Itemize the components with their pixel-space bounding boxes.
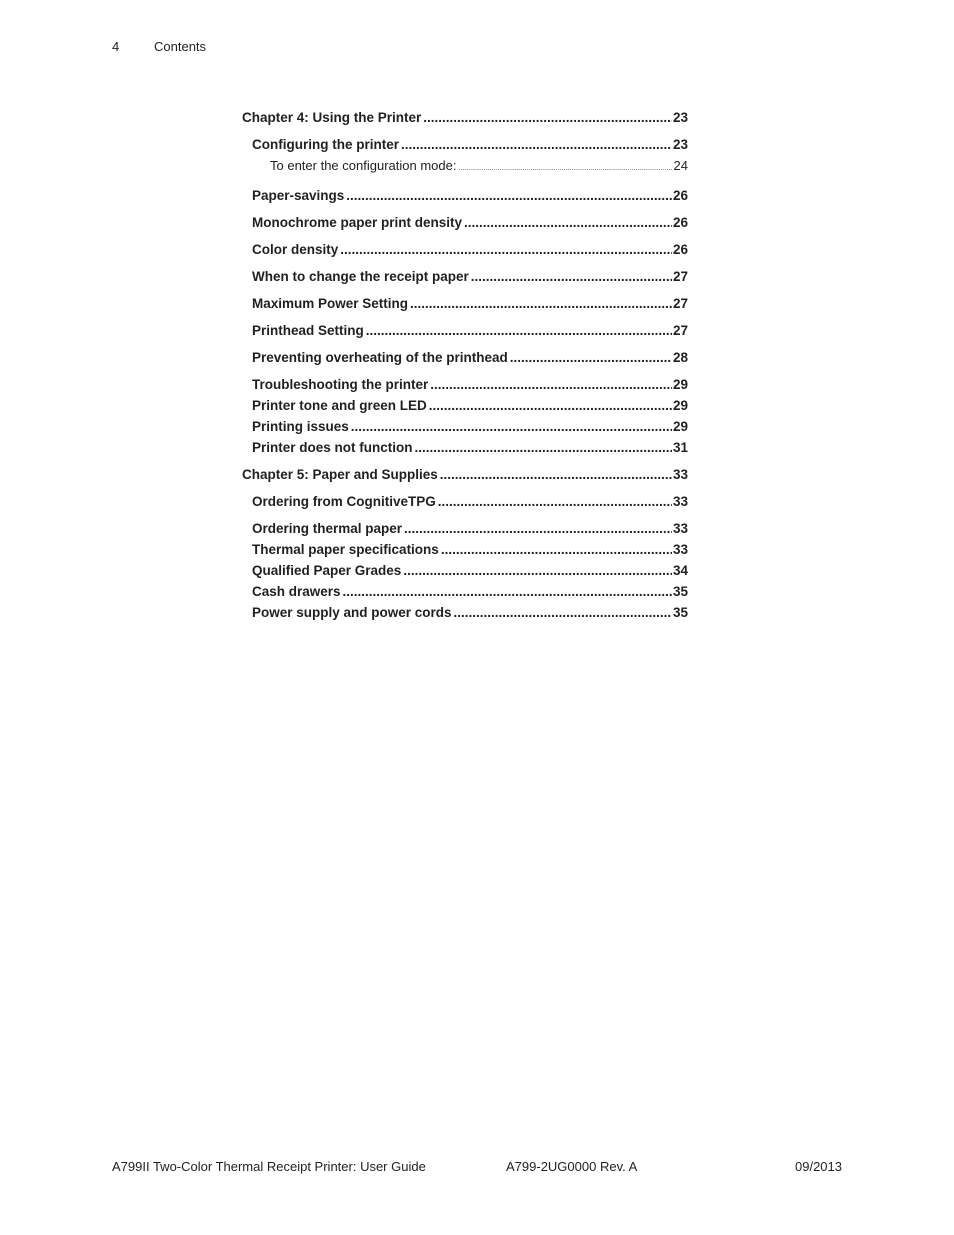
toc-dot-leader <box>471 268 672 286</box>
toc-dot-leader <box>430 376 672 394</box>
toc-entry[interactable] <box>252 136 688 154</box>
toc-dot-leader <box>351 418 672 436</box>
toc-entry-page: 29 <box>672 398 688 413</box>
toc-entry-title: Troubleshooting the printer <box>252 377 429 392</box>
table-of-contents <box>242 109 688 622</box>
toc-entry-page: 29 <box>672 419 688 434</box>
toc-entry[interactable] <box>252 376 688 394</box>
toc-dot-leader <box>404 520 672 538</box>
header-section: Contents <box>154 39 207 54</box>
toc-entry-page: 35 <box>672 605 688 620</box>
toc-entry-title: Maximum Power Setting <box>252 296 409 311</box>
toc-entry[interactable] <box>252 583 688 601</box>
toc-entry-title: Power supply and power cords <box>252 605 452 620</box>
toc-dot-leader <box>429 397 672 415</box>
toc-entry[interactable] <box>252 397 688 415</box>
toc-entry-page: 27 <box>672 269 688 284</box>
toc-entry[interactable] <box>252 187 688 205</box>
page-header <box>112 39 206 54</box>
toc-dot-leader <box>346 187 672 205</box>
toc-entry[interactable] <box>270 157 688 178</box>
toc-entry-title: Chapter 5: Paper and Supplies <box>242 467 438 482</box>
toc-entry-title: Configuring the printer <box>252 137 399 152</box>
toc-dot-leader <box>415 439 672 457</box>
toc-entry[interactable] <box>252 520 688 538</box>
toc-entry-page: 27 <box>672 323 688 338</box>
toc-entry-page: 28 <box>672 350 688 365</box>
toc-dot-leader <box>458 160 672 178</box>
toc-entry-page: 35 <box>672 584 688 599</box>
toc-entry-page: 24 <box>673 158 688 173</box>
toc-entry-title: Monochrome paper print density <box>252 215 463 230</box>
toc-entry-title: When to change the receipt paper <box>252 269 469 284</box>
toc-entry-title: Color density <box>252 242 339 257</box>
toc-entry[interactable] <box>242 109 688 127</box>
toc-dot-leader <box>441 541 672 559</box>
toc-dot-leader <box>454 604 672 622</box>
toc-entry-page: 31 <box>672 440 688 455</box>
footer-date: 09/2013 <box>795 1159 842 1174</box>
toc-entry-title: Printer does not function <box>252 440 413 455</box>
toc-entry-page: 26 <box>672 215 688 230</box>
toc-entry-page: 26 <box>672 242 688 257</box>
toc-entry[interactable] <box>252 562 688 580</box>
toc-entry-title: Printer tone and green LED <box>252 398 427 413</box>
toc-dot-leader <box>403 562 672 580</box>
toc-entry-title: Preventing overheating of the printhead <box>252 350 508 365</box>
page-number: 4 <box>112 39 120 54</box>
footer-document-number: A799-2UG0000 Rev. A <box>506 1159 638 1174</box>
toc-entry-title: Paper-savings <box>252 188 345 203</box>
footer-document-title: A799II Two-Color Thermal Receipt Printer: User Guide <box>112 1159 426 1174</box>
toc-entry-page: 33 <box>672 521 688 536</box>
toc-entry-page: 29 <box>672 377 688 392</box>
toc-entry[interactable] <box>252 268 688 286</box>
toc-entry-title: To enter the configuration mode: <box>270 158 457 173</box>
toc-entry-title: Qualified Paper Grades <box>252 563 402 578</box>
toc-dot-leader <box>340 241 672 259</box>
toc-entry-page: 23 <box>672 110 688 125</box>
toc-entry-page: 26 <box>672 188 688 203</box>
toc-entry-page: 33 <box>672 494 688 509</box>
toc-dot-leader <box>464 214 672 232</box>
toc-entry[interactable] <box>252 418 688 436</box>
toc-dot-leader <box>401 136 672 154</box>
toc-entry-title: Ordering thermal paper <box>252 521 403 536</box>
toc-entry-title: Printhead Setting <box>252 323 364 338</box>
toc-entry-title: Ordering from CognitiveTPG <box>252 494 436 509</box>
toc-entry-page: 34 <box>672 563 688 578</box>
toc-dot-leader <box>510 349 672 367</box>
toc-entry[interactable] <box>252 241 688 259</box>
toc-dot-leader <box>423 109 672 127</box>
toc-entry[interactable] <box>252 214 688 232</box>
toc-entry[interactable] <box>252 322 688 340</box>
toc-entry[interactable] <box>252 439 688 457</box>
toc-entry-page: 33 <box>672 467 688 482</box>
toc-entry-page: 23 <box>672 137 688 152</box>
toc-entry[interactable] <box>252 493 688 511</box>
toc-dot-leader <box>343 583 672 601</box>
toc-entry[interactable] <box>242 466 688 484</box>
toc-dot-leader <box>366 322 672 340</box>
toc-entry-page: 27 <box>672 296 688 311</box>
toc-entry[interactable] <box>252 295 688 313</box>
toc-entry-title: Chapter 4: Using the Printer <box>242 110 422 125</box>
toc-dot-leader <box>438 493 672 511</box>
toc-entry-title: Printing issues <box>252 419 349 434</box>
toc-entry-title: Thermal paper specifications <box>252 542 439 557</box>
toc-dot-leader <box>440 466 672 484</box>
toc-entry[interactable] <box>252 541 688 559</box>
toc-entry[interactable] <box>252 604 688 622</box>
toc-entry-title: Cash drawers <box>252 584 341 599</box>
toc-entry[interactable] <box>252 349 688 367</box>
toc-entry-page: 33 <box>672 542 688 557</box>
toc-dot-leader <box>410 295 672 313</box>
